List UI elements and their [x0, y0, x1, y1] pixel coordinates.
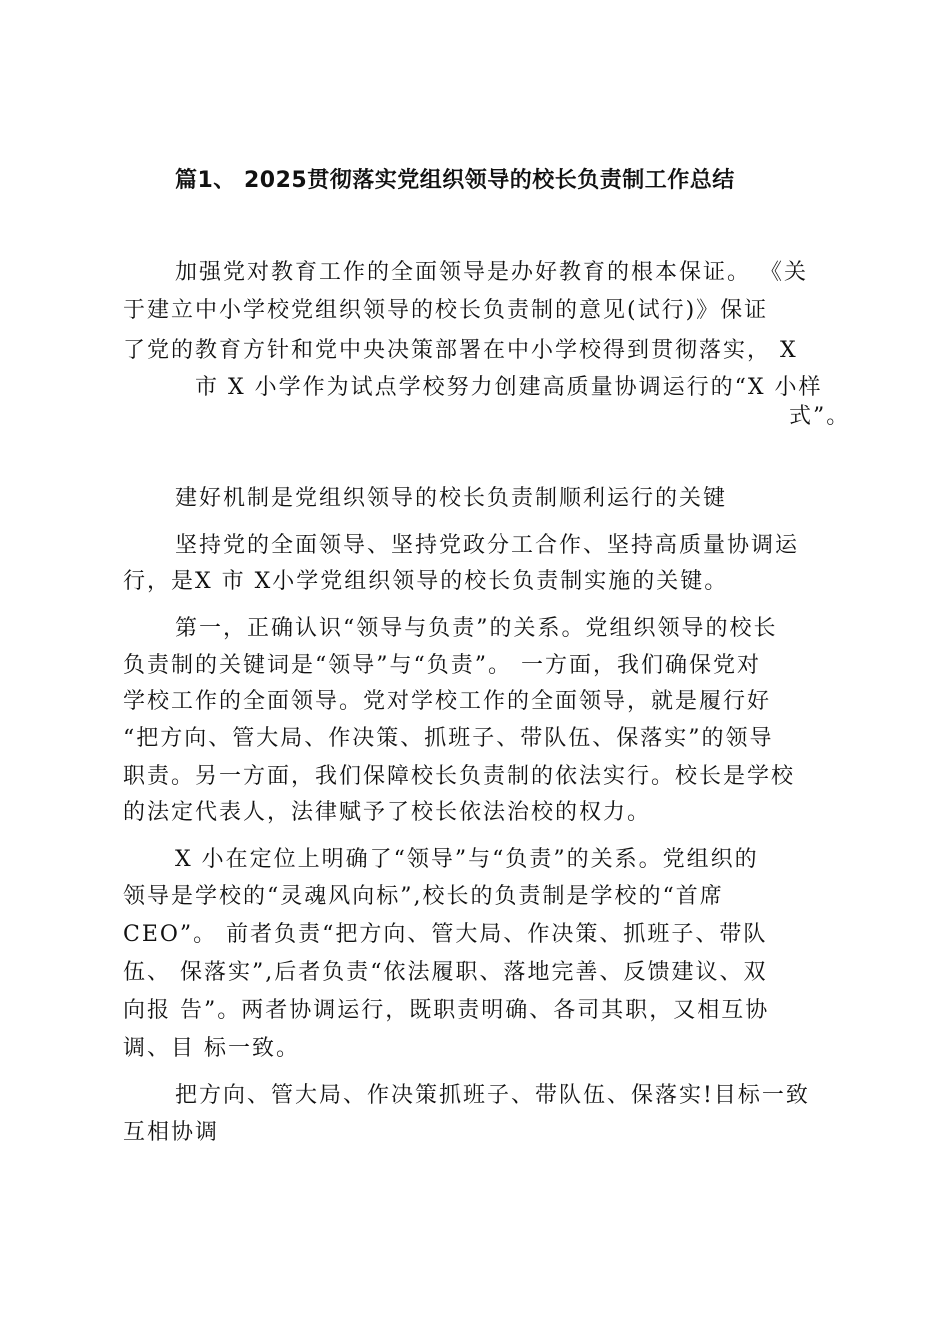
paragraph-line: CEO”。 前者负责“把方向、管大局、作决策、抓班子、带队 — [123, 922, 768, 947]
intro-line: 加强党对教育工作的全面领导是办好教育的根本保证。 《关 — [175, 260, 808, 285]
paragraph-line: 领导是学校的“灵魂风向标”,校长的负责制是学校的“首席 — [123, 884, 724, 909]
intro-line: 式”。 — [789, 404, 851, 429]
intro-line: 于建立中小学校党组织领导的校长负责制的意见(试行)》保证 — [123, 298, 769, 323]
paragraph-line: 向报 告”。两者协调运行，既职责明确、各司其职，又相互协 — [123, 998, 770, 1023]
paragraph-line: 职责。另一方面，我们保障校长负责制的依法实行。校长是学校 — [123, 764, 796, 789]
page-title: 篇1、 2025贯彻落实党组织领导的校长负责制工作总结 — [175, 168, 735, 193]
paragraph-line: X 小在定位上明确了“领导”与“负责”的关系。党组织的 — [175, 847, 759, 872]
paragraph-line: 负责制的关键词是“领导”与“负责”。 一方面，我们确保党对 — [123, 653, 761, 678]
paragraph-line: 行，是X 市 X小学党组织领导的校长负责制实施的关键。 — [123, 569, 729, 594]
intro-line: 市 X 小学作为试点学校努力创建高质量协调运行的“X 小样 — [195, 375, 823, 400]
section-heading: 建好机制是党组织领导的校长负责制顺利运行的关键 — [175, 486, 728, 511]
paragraph-line: 互相协调 — [123, 1120, 220, 1145]
paragraph-line: 调、目 标一致。 — [123, 1036, 300, 1061]
paragraph-line: 把方向、管大局、作决策抓班子、带队伍、保落实!目标一致 — [175, 1083, 810, 1108]
paragraph-line: 第一，正确认识“领导与负责”的关系。党组织领导的校长 — [175, 616, 778, 641]
paragraph-line: 伍、 保落实”,后者负责“依法履职、落地完善、反馈建议、双 — [123, 960, 768, 985]
paragraph-line: 的法定代表人，法律赋予了校长依法治校的权力。 — [123, 800, 652, 825]
paragraph-line: 坚持党的全面领导、坚持党政分工合作、坚持高质量协调运 — [175, 533, 800, 558]
paragraph-line: “把方向、管大局、作决策、抓班子、带队伍、保落实”的领导 — [123, 726, 774, 751]
intro-line: 了党的教育方针和党中央决策部署在中小学校得到贯彻落实， X — [123, 338, 798, 363]
paragraph-line: 学校工作的全面领导。党对学校工作的全面领导，就是履行好 — [123, 689, 772, 714]
